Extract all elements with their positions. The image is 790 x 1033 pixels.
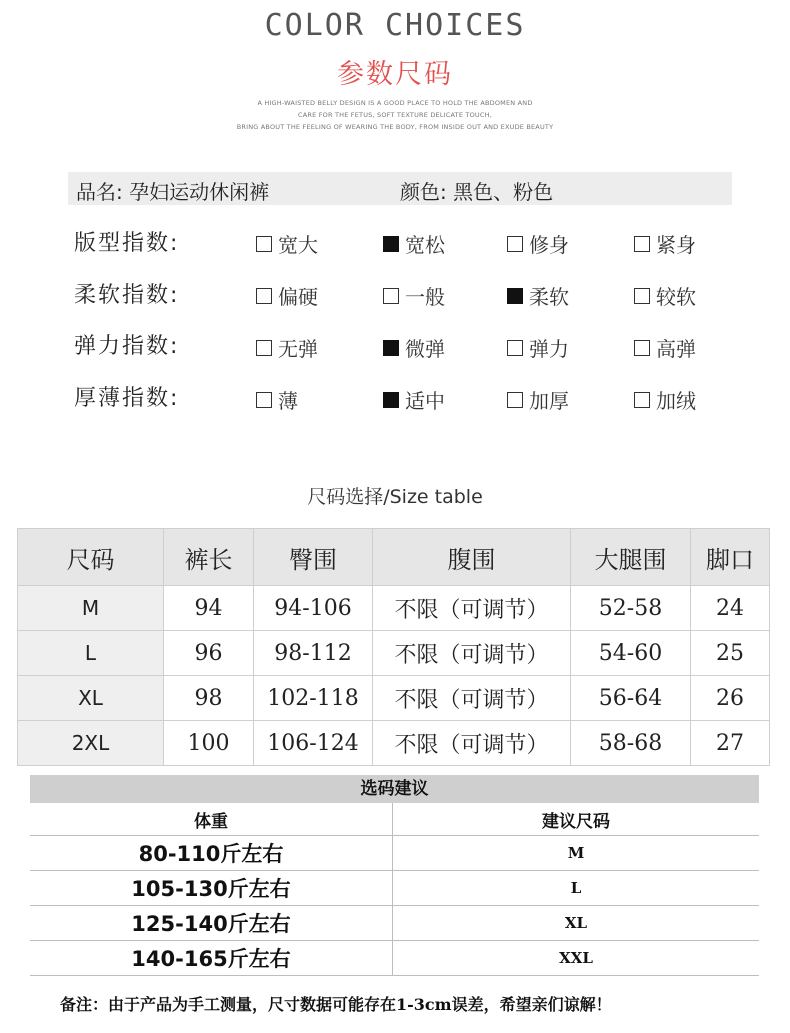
table-header-cell: 建议尺码 xyxy=(393,803,760,836)
table-cell: M xyxy=(18,586,164,631)
blurb-line-2: CARE FOR THE FETUS, SOFT TEXTURE DELICATE TOUCH, xyxy=(298,111,492,119)
option-elastic-1[interactable]: 无弹 xyxy=(256,333,318,362)
option-soft-1[interactable]: 偏硬 xyxy=(256,281,318,310)
table-header-cell: 腹围 xyxy=(373,529,571,586)
color-choices-heading: COLOR CHOICES xyxy=(264,8,526,43)
table-cell: 54-60 xyxy=(571,631,691,676)
option-fit-3[interactable]: 修身 xyxy=(507,229,569,258)
option-soft-3[interactable]: 柔软 xyxy=(507,281,569,310)
table-cell: 不限（可调节） xyxy=(373,721,571,766)
table-cell: 100 xyxy=(164,721,254,766)
table-header-cell: 大腿围 xyxy=(571,529,691,586)
option-fit-2[interactable]: 宽松 xyxy=(383,229,445,258)
size-table xyxy=(17,528,770,766)
disclaimer-note: 备注：由于产品为手工测量，尺寸数据可能存在1-3cm误差，希望亲们谅解！ xyxy=(60,995,612,1014)
table-row xyxy=(30,906,759,941)
option-thick-3[interactable]: 加厚 xyxy=(507,385,569,414)
recommendation-title: 选码建议 xyxy=(30,775,759,803)
table-cell: 26 xyxy=(691,676,770,721)
table-cell: 不限（可调节） xyxy=(373,586,571,631)
table-cell: 24 xyxy=(691,586,770,631)
product-info-bar xyxy=(68,172,732,205)
table-header-cell: 裤长 xyxy=(164,529,254,586)
product-colors: 颜色: 黑色、粉色 xyxy=(400,180,554,204)
table-cell: 58-68 xyxy=(571,721,691,766)
table-cell: 80-110斤左右 xyxy=(30,836,393,871)
recommendation-table xyxy=(30,803,759,976)
table-cell: 140-165斤左右 xyxy=(30,941,393,976)
checkbox-icon[interactable] xyxy=(256,288,272,304)
checkbox-icon[interactable] xyxy=(634,392,650,408)
index-label-elasticity: 弹力指数: xyxy=(74,334,180,359)
table-cell: 102-118 xyxy=(254,676,373,721)
table-header-cell: 尺码 xyxy=(18,529,164,586)
table-cell: L xyxy=(393,871,760,906)
table-cell: XL xyxy=(18,676,164,721)
option-elastic-4[interactable]: 高弹 xyxy=(634,333,696,362)
checkbox-icon[interactable] xyxy=(507,392,523,408)
checkbox-checked-icon[interactable] xyxy=(383,340,399,356)
size-params-title: 参数尺码 xyxy=(337,59,453,90)
option-elastic-3[interactable]: 弹力 xyxy=(507,333,569,362)
blurb-line-1: A HIGH-WAISTED BELLY DESIGN IS A GOOD PLACE TO HOLD THE ABDOMEN AND xyxy=(257,99,533,107)
product-name: 品名: 孕妇运动休闲裤 xyxy=(76,180,270,204)
checkbox-icon[interactable] xyxy=(634,340,650,356)
table-cell: 96 xyxy=(164,631,254,676)
table-row xyxy=(18,721,770,766)
checkbox-icon[interactable] xyxy=(256,392,272,408)
checkbox-checked-icon[interactable] xyxy=(383,392,399,408)
table-cell: M xyxy=(393,836,760,871)
table-row xyxy=(18,631,770,676)
table-cell: XL xyxy=(393,906,760,941)
table-row xyxy=(30,836,759,871)
table-cell: L xyxy=(18,631,164,676)
table-cell: 不限（可调节） xyxy=(373,631,571,676)
option-thick-2[interactable]: 适中 xyxy=(383,385,445,414)
table-cell: 不限（可调节） xyxy=(373,676,571,721)
checkbox-checked-icon[interactable] xyxy=(383,236,399,252)
checkbox-icon[interactable] xyxy=(634,236,650,252)
index-label-thickness: 厚薄指数: xyxy=(74,386,180,411)
table-header-cell: 脚口 xyxy=(691,529,770,586)
table-cell: 94-106 xyxy=(254,586,373,631)
table-row xyxy=(30,871,759,906)
table-cell: 25 xyxy=(691,631,770,676)
table-cell: 56-64 xyxy=(571,676,691,721)
table-header-cell: 臀围 xyxy=(254,529,373,586)
checkbox-icon[interactable] xyxy=(383,288,399,304)
checkbox-icon[interactable] xyxy=(256,340,272,356)
table-header-row xyxy=(30,803,759,836)
option-thick-1[interactable]: 薄 xyxy=(256,385,298,414)
size-table-caption: 尺码选择/Size table xyxy=(307,486,483,508)
table-cell: 27 xyxy=(691,721,770,766)
table-cell: 94 xyxy=(164,586,254,631)
index-label-fit: 版型指数: xyxy=(74,231,180,256)
checkbox-icon[interactable] xyxy=(507,340,523,356)
table-cell: 2XL xyxy=(18,721,164,766)
table-row xyxy=(18,676,770,721)
option-fit-1[interactable]: 宽大 xyxy=(256,229,318,258)
table-cell: 105-130斤左右 xyxy=(30,871,393,906)
checkbox-icon[interactable] xyxy=(634,288,650,304)
table-cell: 52-58 xyxy=(571,586,691,631)
table-cell: 98 xyxy=(164,676,254,721)
table-cell: 125-140斤左右 xyxy=(30,906,393,941)
table-row xyxy=(18,586,770,631)
table-cell: XXL xyxy=(393,941,760,976)
option-soft-2[interactable]: 一般 xyxy=(383,281,445,310)
checkbox-icon[interactable] xyxy=(507,236,523,252)
table-cell: 106-124 xyxy=(254,721,373,766)
checkbox-icon[interactable] xyxy=(256,236,272,252)
checkbox-checked-icon[interactable] xyxy=(507,288,523,304)
blurb-line-3: BRING ABOUT THE FEELING OF WEARING THE BODY, FROM INSIDE OUT AND EXUDE BEAUTY xyxy=(236,123,554,131)
option-soft-4[interactable]: 较软 xyxy=(634,281,696,310)
table-header-cell: 体重 xyxy=(30,803,393,836)
option-thick-4[interactable]: 加绒 xyxy=(634,385,696,414)
table-cell: 98-112 xyxy=(254,631,373,676)
table-row xyxy=(30,941,759,976)
option-fit-4[interactable]: 紧身 xyxy=(634,229,696,258)
index-label-softness: 柔软指数: xyxy=(74,283,180,308)
table-header-row xyxy=(18,529,770,586)
option-elastic-2[interactable]: 微弹 xyxy=(383,333,445,362)
